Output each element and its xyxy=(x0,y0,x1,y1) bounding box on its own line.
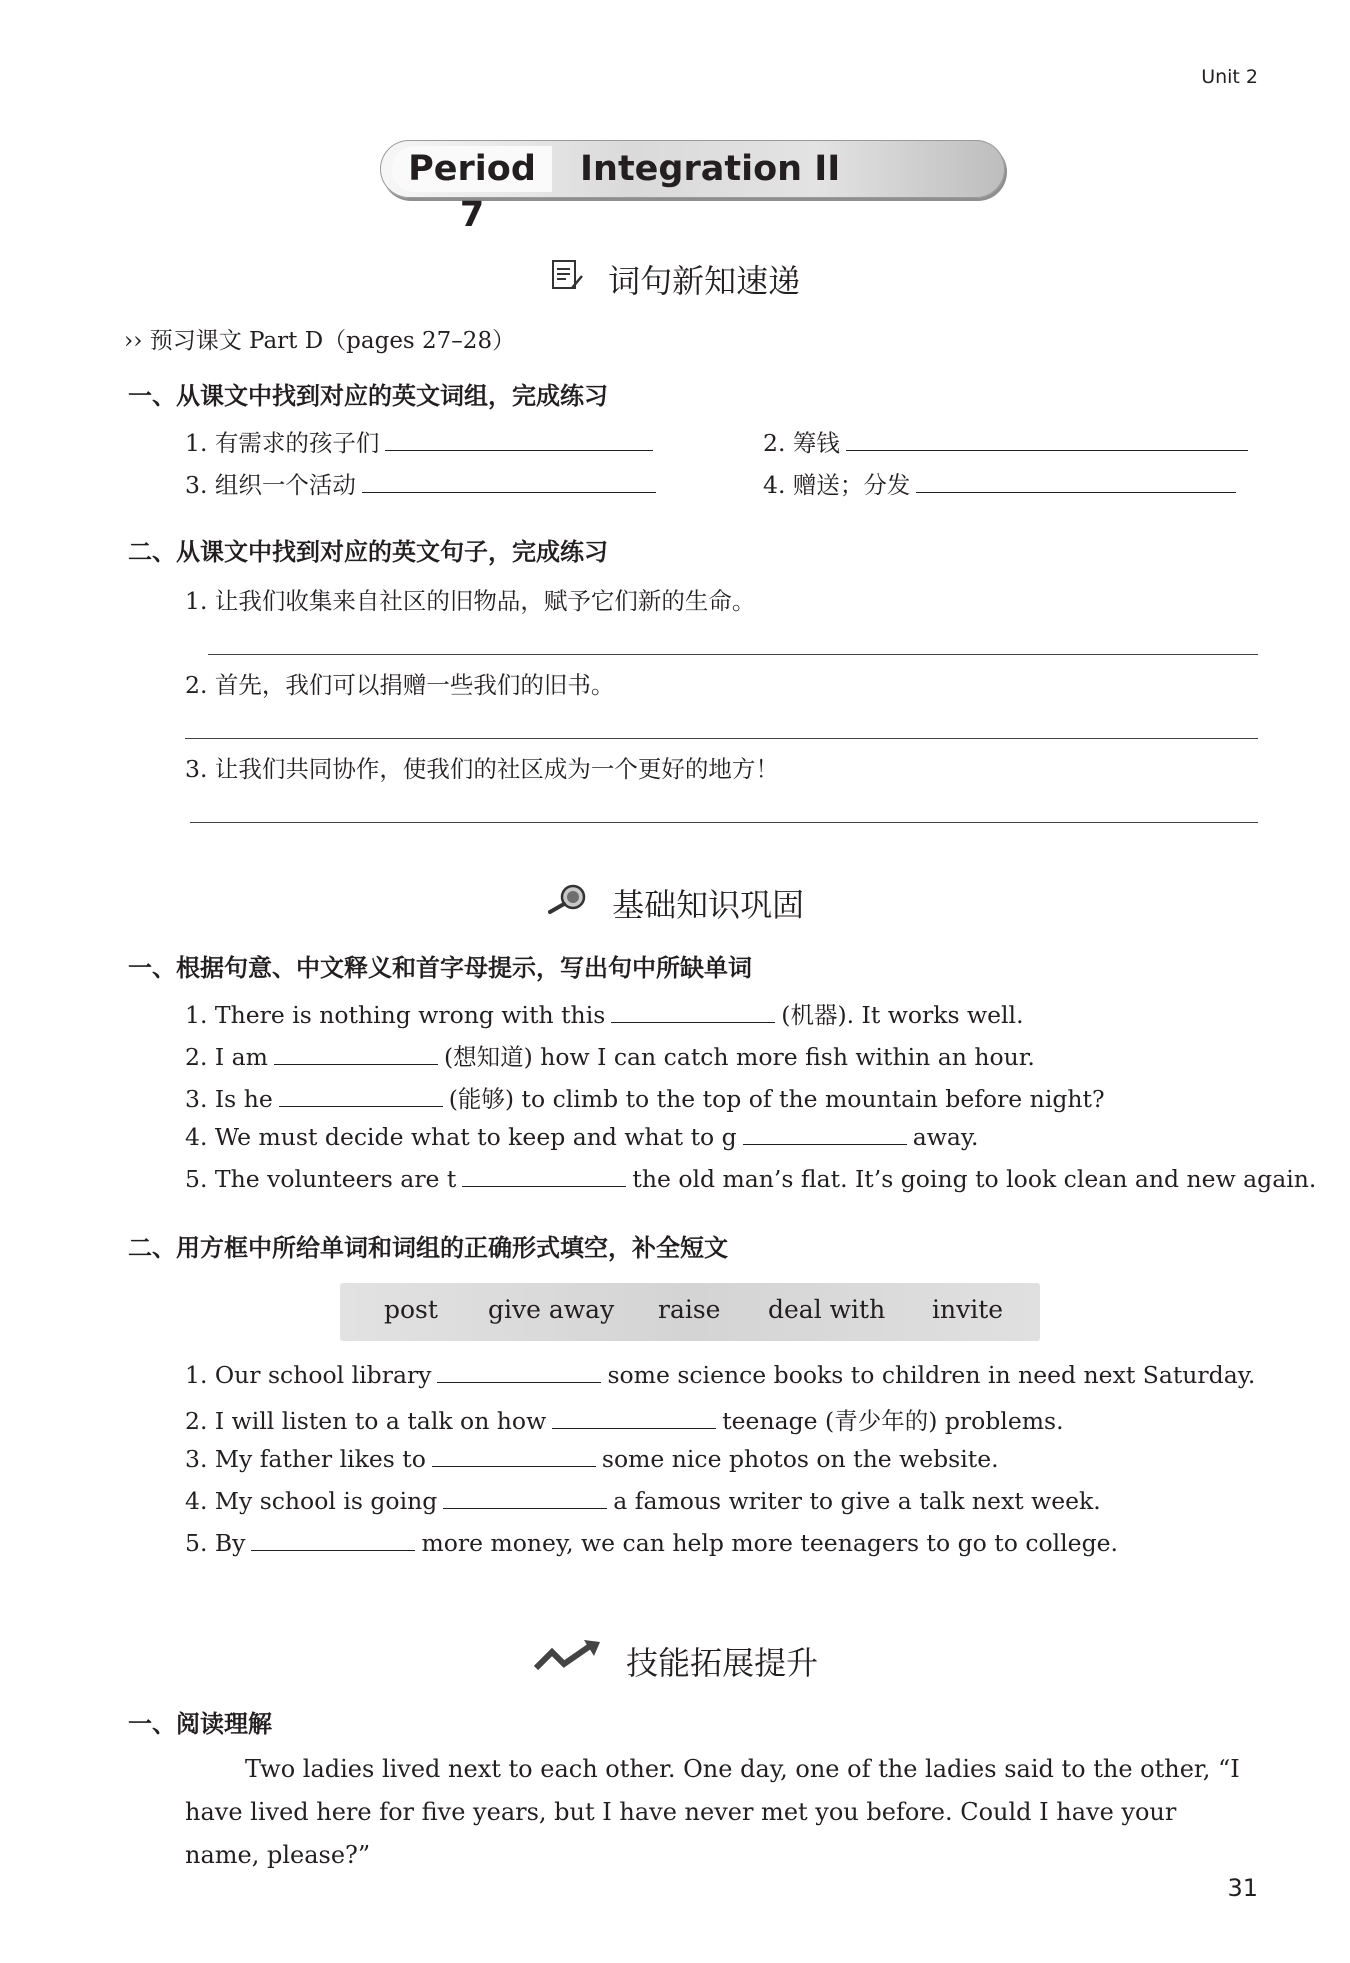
answer-blank[interactable] xyxy=(743,1122,907,1145)
part-title: 一、阅读理解 xyxy=(128,1709,272,1738)
word-option: give away xyxy=(488,1295,615,1324)
answer-blank[interactable] xyxy=(432,1444,596,1467)
fill-item xyxy=(185,1360,1255,1389)
item-text: (机器). It works well. xyxy=(781,1001,1024,1029)
word-box xyxy=(340,1283,1040,1341)
trend-arrow-icon xyxy=(532,1640,602,1682)
fill-item xyxy=(185,1444,999,1473)
answer-blank[interactable] xyxy=(462,1164,626,1187)
item-text: some nice photos on the website. xyxy=(601,1445,999,1473)
item-text: 1. Our school library xyxy=(185,1361,432,1389)
word-option: deal with xyxy=(768,1295,886,1324)
answer-blank[interactable] xyxy=(611,1000,775,1023)
period-banner xyxy=(380,140,1005,235)
page-number: 31 xyxy=(1227,1874,1258,1902)
section-heading-text: 词句新知速递 xyxy=(608,262,801,300)
part-title: 一、从课文中找到对应的英文词组，完成练习 xyxy=(128,381,608,410)
section-heading-skills xyxy=(0,1638,1350,1684)
answer-blank[interactable] xyxy=(916,470,1236,493)
phrase-item xyxy=(185,424,659,458)
fill-item xyxy=(185,1038,1035,1072)
item-text: the old man’s flat. It’s going to look clean and new again. xyxy=(632,1165,1317,1193)
phrase-item xyxy=(763,466,1242,500)
phrase-prompt: 1. 有需求的孩子们 xyxy=(185,429,380,457)
answer-blank[interactable] xyxy=(443,1486,607,1509)
item-text: 5. By xyxy=(185,1529,246,1557)
item-text: 5. The volunteers are t xyxy=(185,1165,457,1193)
period-label: Period 7 xyxy=(392,146,552,192)
reading-paragraph: Two ladies lived next to each other. One day, one of the ladies said to the other, “I have lived here for five years, but I have never met you before. Could I have your name, please?” xyxy=(185,1755,1240,1869)
answer-blank[interactable] xyxy=(385,428,653,451)
item-text: a famous writer to give a talk next week. xyxy=(613,1487,1101,1515)
answer-line[interactable] xyxy=(208,654,1258,655)
item-text: 2. I will listen to a talk on how xyxy=(185,1407,547,1435)
fill-item xyxy=(185,1528,1118,1557)
word-option: invite xyxy=(932,1295,1004,1324)
answer-line[interactable] xyxy=(190,822,1258,823)
item-text: more money, we can help more teenagers to go to college. xyxy=(421,1529,1119,1557)
section-heading-text: 基础知识巩固 xyxy=(612,886,805,924)
item-text: 3. Is he xyxy=(185,1085,273,1113)
word-option: raise xyxy=(658,1295,721,1324)
part-title: 一、根据句意、中文释义和首字母提示，写出句中所缺单词 xyxy=(128,953,752,982)
answer-blank[interactable] xyxy=(552,1406,716,1429)
item-text: 2. I am xyxy=(185,1043,268,1071)
phrase-prompt: 2. 筹钱 xyxy=(763,429,840,457)
part-title: 二、用方框中所给单词和词组的正确形式填空，补全短文 xyxy=(128,1233,728,1262)
sentence-prompt: 3. 让我们共同协作，使我们的社区成为一个更好的地方！ xyxy=(185,755,779,783)
section-heading-vocab xyxy=(0,256,1350,302)
phrase-item xyxy=(185,466,662,500)
phrase-item xyxy=(763,424,1254,458)
fill-item xyxy=(185,1122,978,1151)
unit-label: Unit 2 xyxy=(1201,66,1258,88)
answer-line[interactable] xyxy=(185,738,1258,739)
phrase-prompt: 3. 组织一个活动 xyxy=(185,471,356,499)
answer-blank[interactable] xyxy=(274,1042,438,1065)
answer-blank[interactable] xyxy=(362,470,656,493)
section-heading-basics xyxy=(0,880,1350,926)
section-heading-text: 技能拓展提升 xyxy=(626,1644,819,1682)
fill-item xyxy=(185,1486,1101,1515)
item-text: (能够) to climb to the top of the mountain before night? xyxy=(448,1085,1105,1113)
item-text: 4. We must decide what to keep and what to g xyxy=(185,1123,737,1151)
preview-note: ›› 预习课文 Part D（pages 27–28） xyxy=(124,328,516,354)
fill-item xyxy=(185,996,1024,1030)
part-title: 二、从课文中找到对应的英文句子，完成练习 xyxy=(128,537,608,566)
fill-item xyxy=(185,1402,1064,1436)
answer-blank[interactable] xyxy=(279,1084,443,1107)
answer-blank[interactable] xyxy=(437,1360,601,1383)
phrase-prompt: 4. 赠送；分发 xyxy=(763,471,911,499)
item-text: 1. There is nothing wrong with this xyxy=(185,1001,606,1029)
answer-blank[interactable] xyxy=(846,428,1248,451)
item-text: 4. My school is going xyxy=(185,1487,438,1515)
fill-item xyxy=(185,1164,1316,1193)
sentence-prompt: 1. 让我们收集来自社区的旧物品，赋予它们新的生命。 xyxy=(185,587,756,615)
sentence-prompt: 2. 首先，我们可以捐赠一些我们的旧书。 xyxy=(185,671,615,699)
fill-item xyxy=(185,1080,1105,1114)
item-text: (想知道) how I can catch more fish within an hour. xyxy=(443,1043,1035,1071)
item-text: some science books to children in need next Saturday. xyxy=(607,1361,1256,1389)
item-text: away. xyxy=(912,1123,979,1151)
answer-blank[interactable] xyxy=(251,1528,415,1551)
magnifier-icon xyxy=(546,882,588,924)
word-option: post xyxy=(384,1295,438,1324)
period-title: Integration II xyxy=(580,149,841,189)
document-pen-icon xyxy=(550,258,584,300)
item-text: teenage (青少年的) problems. xyxy=(722,1407,1064,1435)
item-text: 3. My father likes to xyxy=(185,1445,426,1473)
